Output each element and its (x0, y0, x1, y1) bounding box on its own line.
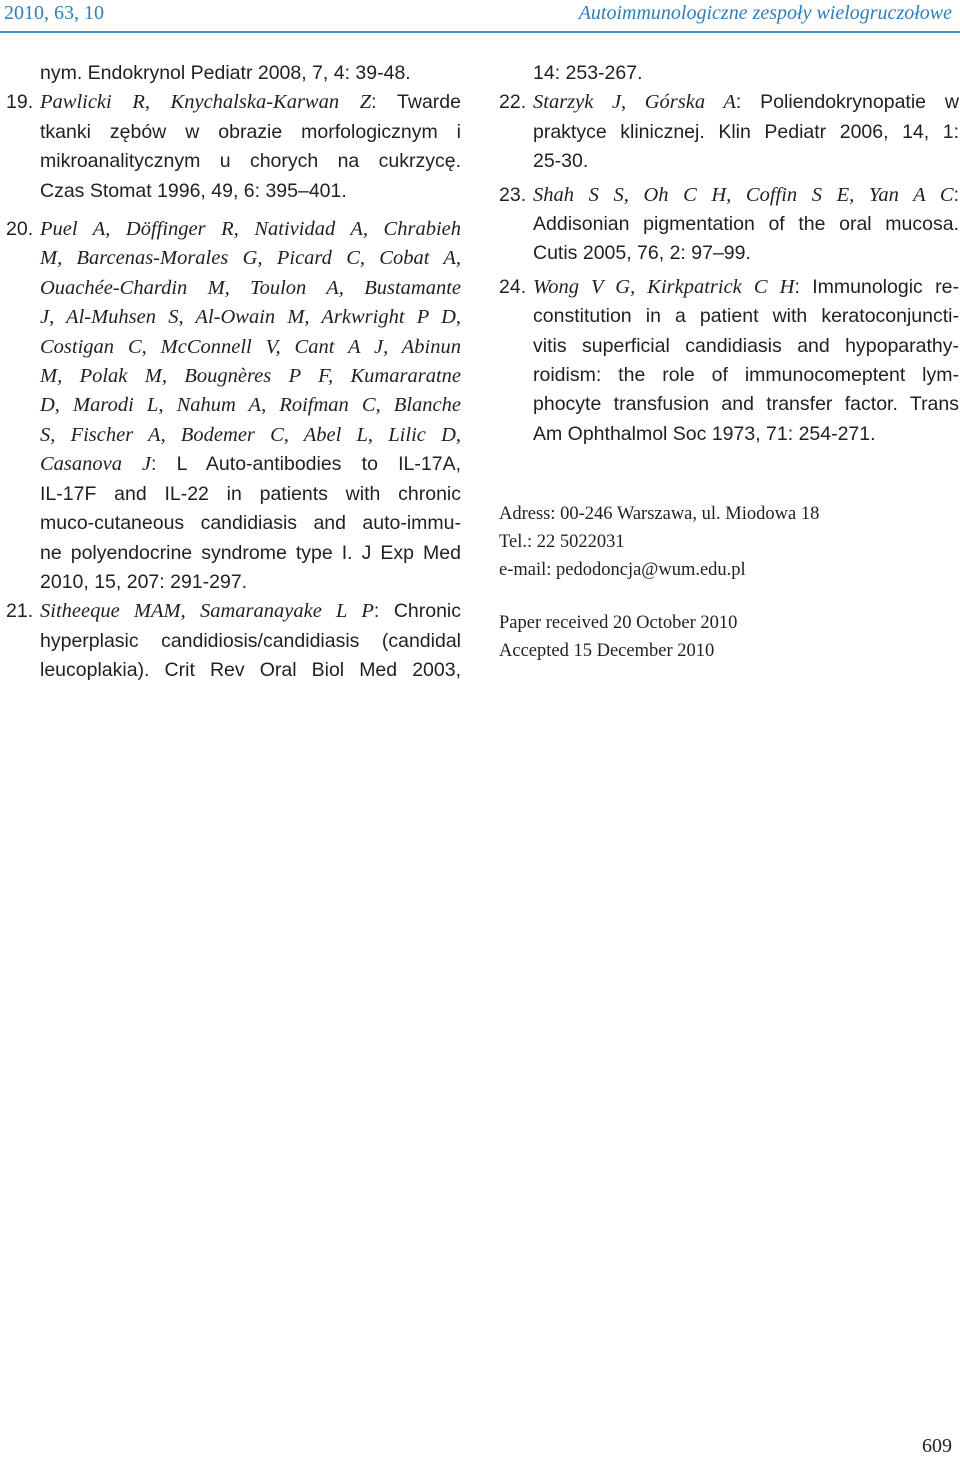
reference-text-line: 25-30. (533, 150, 589, 173)
reference-text-line: mikroanalitycznym u chorych na cukrzycę. (40, 150, 461, 173)
reference-text-line: leucoplakia). Crit Rev Oral Biol Med 2003, (40, 659, 461, 682)
reference-text-line: 2010, 15, 207: 291-297. (40, 570, 248, 593)
reference-text-line: ne polyendocrine syndrome type I. J Exp Med (40, 541, 461, 564)
reference-text-line: nym. Endokrynol Pediatr 2008, 7, 4: 39-48. (40, 62, 411, 84)
reference-authors: Starzyk J, Górska A (533, 91, 736, 114)
reference-authors-line: J, Al-Muhsen S, Al-Owain M, Arkwright P D, (40, 306, 461, 329)
reference-authors-line: S, Fischer A, Bodemer C, Abel L, Lilic D, (40, 423, 461, 446)
reference-text-line: constitution in a patient with keratoconjuncti- (533, 305, 959, 328)
reference-text-line: Am Ophthalmol Soc 1973, 71: 254-271. (533, 422, 876, 445)
received-date: Paper received 20 October 2010 (499, 613, 738, 633)
reference-title-start: : (953, 183, 959, 206)
reference-number: 19. (6, 91, 34, 114)
reference-text-line (40, 597, 461, 626)
reference-text-line: tkanki zębów w obrazie morfologicznym i (40, 120, 461, 143)
reference-text-line: Cutis 2005, 76, 2: 97–99. (533, 242, 751, 265)
reference-number: 22. (499, 91, 527, 114)
reference-text-line: roidism: the role of immunocomeptent lym- (533, 364, 959, 387)
reference-text-line: praktyce klinicznej. Klin Pediatr 2006, 14, 1: (533, 120, 959, 143)
paper-dates-block (499, 609, 737, 665)
reference-text-line: vitis superficial candidiasis and hypoparathy- (533, 334, 959, 357)
reference-22 (499, 88, 959, 176)
accepted-date: Accepted 15 December 2010 (499, 641, 715, 661)
reference-text-line: IL-17F and IL-22 in patients with chronic (40, 482, 461, 505)
reference-authors-line: D, Marodi L, Nahum A, Roifman C, Blanche (40, 394, 461, 417)
reference-23 (499, 181, 959, 269)
header-rule (0, 31, 960, 33)
reference-text-line: 14: 253-267. (533, 62, 643, 84)
correspondence-address: Adress: 00-246 Warszawa, ul. Miodowa 18 (499, 504, 820, 524)
reference-title-start: : Immunologic re- (794, 275, 959, 298)
reference-number: 20. (6, 218, 34, 241)
reference-text-line (533, 273, 959, 302)
reference-authors-line: M, Barcenas-Morales G, Picard C, Cobat A, (40, 247, 461, 270)
reference-title-start: : Chronic (373, 600, 462, 623)
reference-text-line: muco-cutaneous candidiasis and auto-immu- (40, 512, 461, 535)
reference-authors: Sitheeque MAM, Samaranayake L P (40, 600, 374, 623)
reference-authors-line: Ouachée-Chardin M, Toulon A, Bustamante (40, 276, 461, 299)
correspondence-phone: Tel.: 22 5022031 (499, 532, 625, 552)
correspondence-email: e-mail: pedodoncja@wum.edu.pl (499, 560, 746, 580)
reference-authors: Pawlicki R, Knychalska-Karwan Z (40, 91, 372, 114)
references-left-column (6, 59, 461, 686)
reference-text-line: Addisonian pigmentation of the oral mucosa. (533, 213, 959, 236)
reference-text-line (40, 88, 461, 117)
correspondence-block (499, 500, 819, 584)
reference-text-line (533, 181, 959, 210)
reference-authors-line: Puel A, Döffinger R, Natividad A, Chrabieh (40, 218, 461, 241)
running-header-title: Autoimmunologiczne zespoły wielogruczołowe (578, 2, 952, 24)
reference-title-start: : L Auto-antibodies to IL-17A, (151, 453, 461, 476)
reference-18-continuation (6, 59, 461, 88)
reference-title-start: : Twarde (371, 91, 461, 114)
reference-text-line (40, 450, 461, 479)
reference-text-line: Czas Stomat 1996, 49, 6: 395–401. (40, 179, 347, 202)
reference-authors: Casanova J (40, 453, 152, 476)
reference-text-line: phocyte transfusion and transfer factor. Trans (533, 393, 959, 416)
running-header-issue: 2010, 63, 10 (4, 2, 104, 24)
reference-authors: Wong V G, Kirkpatrick C H (533, 275, 795, 298)
reference-title-start: : Poliendokrynopatie w (735, 91, 959, 114)
page-number: 609 (922, 1435, 952, 1457)
references-right-column (499, 59, 959, 449)
reference-19 (6, 88, 461, 206)
reference-24 (499, 273, 959, 449)
reference-authors-line: Costigan C, McConnell V, Cant A J, Abinun (40, 335, 461, 358)
reference-text-line (533, 88, 959, 117)
reference-21 (6, 597, 461, 685)
reference-number: 24. (499, 275, 527, 298)
reference-21-continuation (499, 59, 959, 88)
reference-number: 21. (6, 600, 34, 623)
reference-text-line: hyperplasic candidiosis/candidiasis (candidal (40, 629, 461, 652)
reference-authors-line: M, Polak M, Bougnères P F, Kumararatne (40, 365, 461, 388)
reference-number: 23. (499, 183, 527, 206)
reference-authors: Shah S S, Oh C H, Coffin S E, Yan A C (533, 183, 954, 206)
reference-20 (6, 215, 461, 597)
